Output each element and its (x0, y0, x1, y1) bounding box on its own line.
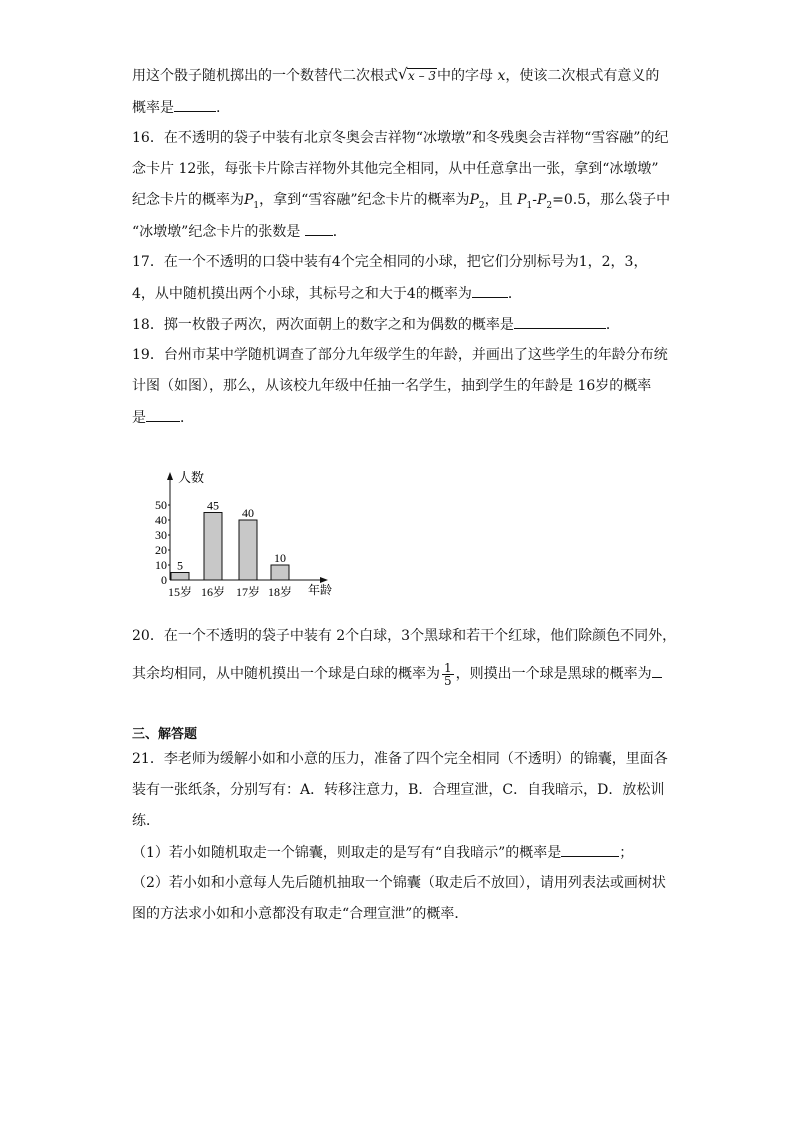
bar (204, 513, 222, 581)
q20-line-2: 其余均相同，从中随机摸出一个球是白球的概率为 $\frac{1}{5}$ ，则摸出一个球是黑球的概率为 (132, 657, 672, 695)
bar-value-label: 10 (274, 551, 286, 565)
q18-line-1: 18．掷一枚骰子两次，两次面朝上的数字之和为偶数的概率是 ． (132, 314, 672, 345)
document-page (132, 66, 672, 438)
y-tick-label: 30 (155, 528, 167, 542)
age-bar-chart (140, 466, 340, 606)
q16-line-2: 念卡片 12张，每张卡片除吉祥物外其他完全相同，从中任意拿出一张，拿到“冰墩墩” (132, 161, 659, 177)
answer-blank[interactable] (652, 663, 662, 678)
y-tick-label: 20 (155, 543, 167, 557)
q21-line-2: 装有一张纸条，分别写有：A．转移注意力，B．合理宣泄，C．自我暗示，D．放松训 (132, 782, 665, 798)
q17-line-2: 4，从中随机摸出两个小球，其标号之和大于4的概率为 ． (132, 283, 672, 314)
radical-expression: √ x – 3 (398, 65, 437, 83)
bar (239, 520, 257, 580)
y-tick-label: 0 (161, 573, 167, 587)
document-page-lower (132, 626, 677, 935)
q16-line-3: 纪念卡片的概率为$P_1$，拿到“雪容融”纪念卡片的概率为$P_2$，且 $P_1-P_2=0.5$，那么袋子中 (132, 192, 671, 211)
q19-line-1: 19．台州市某中学随机调查了部分九年级学生的年龄，并画出了这些学生的年龄分布统 (132, 347, 668, 363)
answer-blank[interactable] (146, 407, 180, 422)
y-tick-label: 10 (155, 558, 167, 572)
x-tick-label: 16岁 (200, 585, 226, 599)
x-tick-label: 15岁 (167, 585, 193, 599)
answer-blank[interactable] (561, 842, 619, 857)
bar-value-label: 45 (207, 498, 219, 513)
answer-blank[interactable] (472, 283, 508, 298)
x-tick-label: 17岁 (235, 585, 261, 599)
q20-line-1: 20．在一个不透明的袋子中装有 2个白球，3个黑球和若干个红球，他们除颜色不同外， (132, 628, 677, 644)
section-heading: 三、解答题 (132, 727, 198, 742)
q21-part-2-line-2: 图的方法求小如和小意都没有取走“合理宣泄”的概率． (132, 906, 469, 922)
fraction: $\frac{1}{5}$ (444, 660, 452, 688)
q21-part-2-line-1: （2）若小如和小意每人先后随机抽取一个锦囊（取走后不放回），请用列表法或画树状 (132, 875, 666, 891)
x-axis-label: 年龄 (308, 583, 333, 597)
q21-part-1: （1）若小如随机取走一个锦囊，则取走的是写有“自我暗示”的概率是 ； (132, 842, 672, 873)
y-axis-label: 人数 (178, 470, 205, 485)
bar-value-label: 40 (242, 506, 254, 520)
y-tick-label: 50 (155, 498, 167, 512)
answer-blank[interactable] (305, 221, 333, 236)
q21-line-3: 练． (132, 813, 160, 829)
bar (271, 565, 289, 580)
bar (171, 573, 189, 581)
y-tick-label: 40 (155, 513, 167, 527)
y-axis-arrow (167, 472, 173, 480)
q19-line-2: 计图（如图），那么，从该校九年级中任抽一名学生，抽到学生的年龄是 16岁的概率 (132, 378, 652, 394)
bar-value-label: 5 (177, 558, 183, 573)
answer-blank[interactable] (514, 314, 606, 329)
q19-line-3: 是 ． (132, 407, 672, 438)
q21-line-1: 21．李老师为缓解小如和小意的压力，准备了四个完全相同（不透明）的锦囊，里面各 (132, 751, 668, 767)
q16-line-1: 16．在不透明的袋子中装有北京冬奥会吉祥物“冰墩墩”和冬残奥会吉祥物“雪容融”的纪 (132, 130, 669, 146)
q16-line-4: “冰墩墩”纪念卡片的张数是 ． (132, 221, 672, 252)
q15-line-1: 用这个骰子随机掷出的一个数替代二次根式 √ x – 3中的字母 x，使该二次根式有意义的 (132, 65, 660, 84)
x-tick-label: 18岁 (267, 585, 293, 599)
answer-blank[interactable] (174, 97, 216, 112)
q15-line-2: 概率是 . (132, 97, 672, 128)
q17-line-1: 17．在一个不透明的口袋中装有4个完全相同的小球，把它们分别标号为1，2，3， (132, 254, 648, 270)
